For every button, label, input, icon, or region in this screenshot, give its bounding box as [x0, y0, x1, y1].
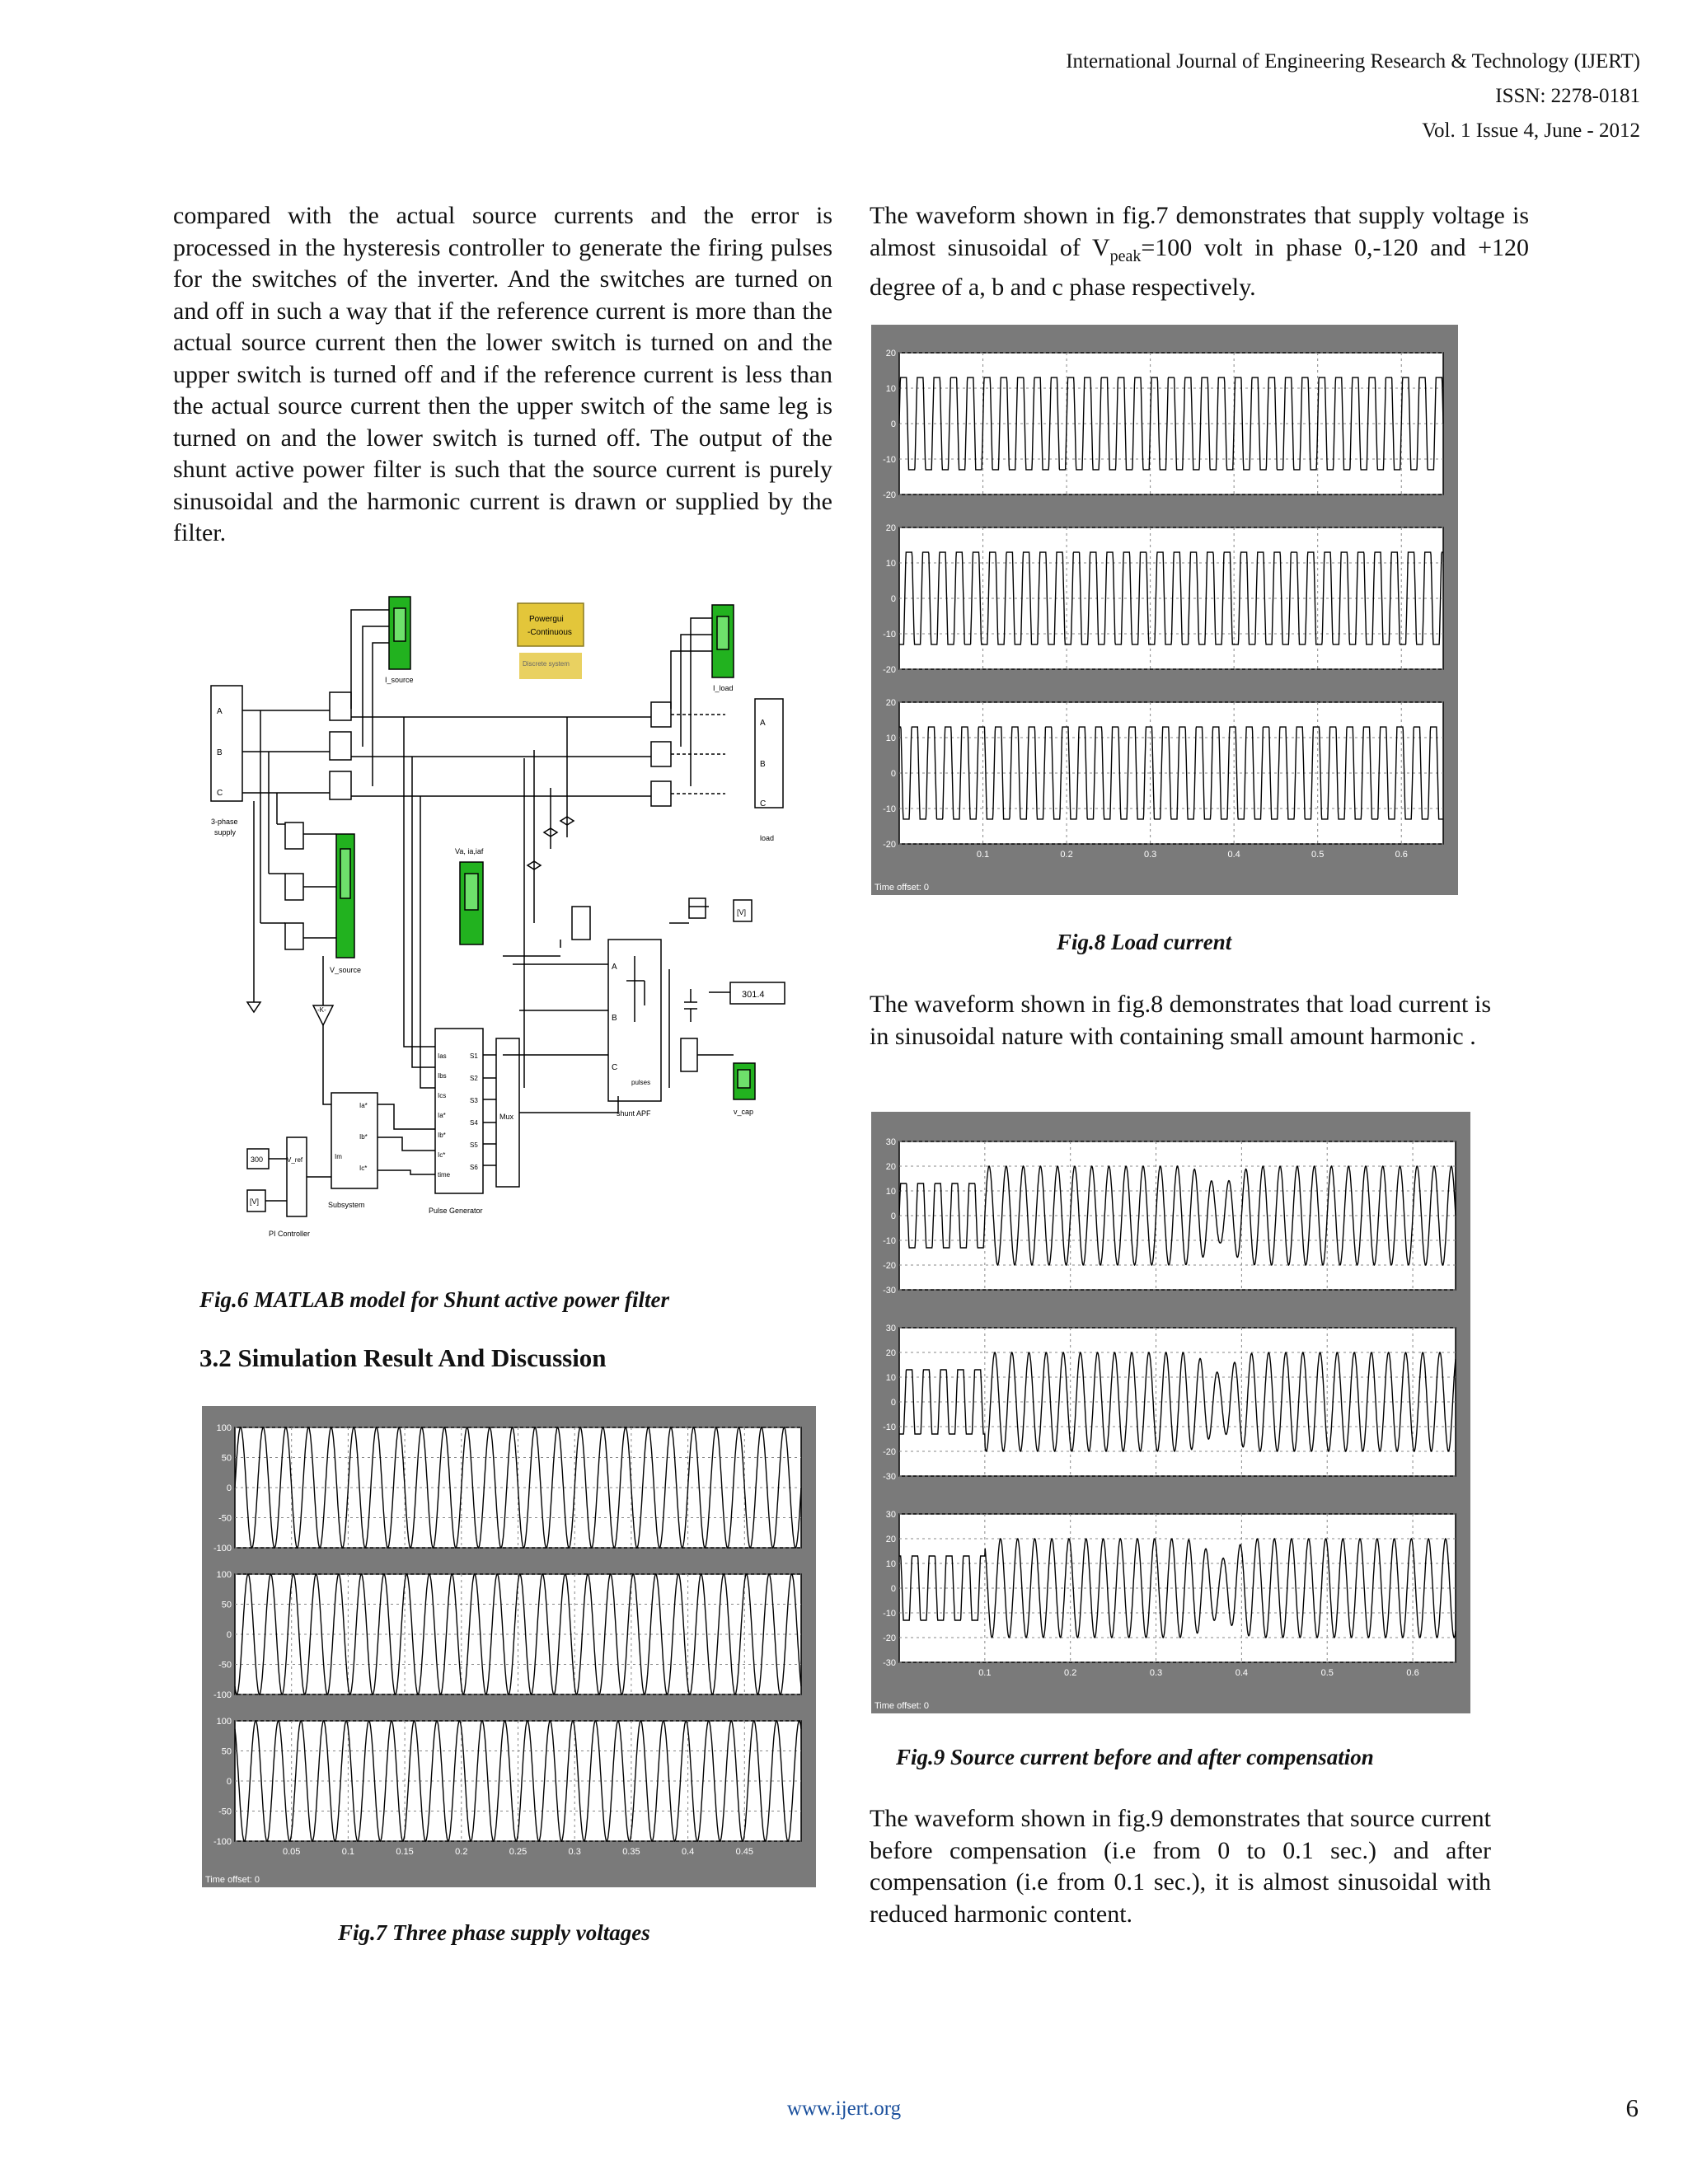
pulse-out-label: S4	[470, 1119, 478, 1127]
y-tick-label: 20	[885, 1348, 896, 1358]
pulse-in-label: time	[438, 1171, 451, 1179]
y-tick-label: 0	[226, 1777, 232, 1787]
apf-port-a: A	[612, 963, 617, 972]
volume-issue: Vol. 1 Issue 4, June - 2012	[1422, 120, 1640, 142]
fig6-caption: Fig.6 MATLAB model for Shunt active power filter	[199, 1287, 670, 1312]
display-value: 301.4	[742, 990, 765, 1000]
footer-url[interactable]: www.ijert.org	[786, 2097, 902, 2120]
y-tick-label: 20	[885, 1535, 896, 1544]
x-tick-label: 0.6	[1406, 1668, 1419, 1678]
x-tick-label: 0.15	[396, 1847, 414, 1857]
time-offset-label: Time offset: 0	[205, 1875, 260, 1885]
x-tick-label: 0.4	[1235, 1668, 1249, 1678]
pulses-label: pulses	[631, 1079, 651, 1086]
y-tick-label: -50	[218, 1513, 232, 1524]
y-tick-label: 10	[885, 384, 896, 394]
i-source-label: I_source	[385, 676, 414, 684]
simulink-model-figure	[190, 593, 791, 1253]
supply-block	[211, 686, 242, 801]
issn: ISSN: 2278-0181	[1495, 85, 1640, 107]
supply-port-b: B	[217, 748, 223, 757]
y-tick-label: 20	[885, 523, 896, 533]
body-paragraph-fig8: The waveform shown in fig.8 demonstrates that load current is in sinusoidal nature with containing small amount harmonic .	[870, 991, 1491, 1050]
y-tick-label: -20	[883, 1447, 896, 1457]
y-tick-label: -10	[883, 630, 896, 640]
y-tick-label: 0	[890, 594, 896, 604]
supply-label: 3-phase	[211, 818, 238, 826]
y-tick-label: -20	[883, 490, 896, 500]
y-tick-label: 0	[890, 1584, 896, 1594]
x-tick-label: 0.5	[1311, 850, 1325, 860]
v-ref-label: V_ref	[287, 1156, 303, 1164]
time-offset-label: Time offset: 0	[874, 883, 930, 893]
fig9-caption: Fig.9 Source current before and after compensation	[896, 1745, 1374, 1769]
y-tick-label: 20	[885, 349, 896, 359]
body-paragraph-fig9: The waveform shown in fig.9 demonstrates that source current before compensation (i.e from 0 to 0.1 sec.) and after compensation (i.e from 0.1 sec.), it is almost sinusoidal with reduced harmonic content.	[870, 1805, 1491, 1928]
powergui-block	[518, 603, 584, 646]
y-tick-label: 30	[885, 1137, 896, 1147]
powergui-mode: -Continuous	[528, 628, 572, 637]
subsystem-out-label: Ic*	[359, 1165, 368, 1172]
body-paragraph-fig7	[870, 200, 1529, 304]
y-tick-label: -20	[883, 840, 896, 850]
y-tick-label: -10	[883, 804, 896, 814]
x-tick-label: 0.3	[1143, 850, 1157, 860]
supply-label-2: supply	[214, 828, 237, 837]
capacitor-measure	[572, 907, 590, 940]
x-tick-label: 0.2	[1060, 850, 1073, 860]
pi-label: PI Controller	[269, 1230, 311, 1238]
v-cap-label: v_cap	[734, 1108, 754, 1116]
v-from-label: [V]	[250, 1197, 260, 1206]
x-tick-label: 0.1	[341, 1847, 355, 1857]
x-tick-label: 0.35	[622, 1847, 640, 1857]
mux-label: Mux	[499, 1113, 514, 1121]
load-port-a: A	[760, 719, 766, 728]
y-tick-label: 20	[885, 698, 896, 708]
y-tick-label: -100	[213, 1544, 232, 1554]
subsystem-out-label: Ib*	[359, 1133, 368, 1141]
y-tick-label: 10	[885, 1187, 896, 1197]
const-300: 300	[251, 1155, 264, 1164]
x-tick-label: 0.2	[455, 1847, 468, 1857]
fig8-chart	[871, 325, 1458, 895]
section-heading: 3.2 Simulation Result And Discussion	[199, 1343, 607, 1372]
x-tick-label: 0.05	[282, 1847, 301, 1857]
y-tick-label: 0	[890, 419, 896, 429]
powergui-label: Powergui	[529, 615, 564, 624]
v-tag-label: [V]	[737, 908, 747, 916]
x-tick-label: 0.1	[978, 1668, 992, 1678]
pulse-in-label: Ibs	[438, 1072, 447, 1080]
y-tick-label: 100	[216, 1570, 232, 1580]
y-tick-label: 20	[885, 1162, 896, 1172]
fig7-chart	[202, 1406, 816, 1887]
fig7-caption: Fig.7 Three phase supply voltages	[338, 1920, 650, 1945]
x-tick-label: 0.45	[735, 1847, 754, 1857]
v-source-label: V_source	[330, 966, 362, 974]
pulse-out-label: S5	[470, 1141, 478, 1149]
fig9-scope	[871, 1112, 1470, 1713]
y-tick-label: 0	[226, 1630, 232, 1640]
para-fig7-part2: =100 volt in phase 0,-120 and +120 degree of a, b and c phase respectively.	[870, 233, 1529, 301]
y-tick-label: -50	[218, 1660, 232, 1671]
subsystem-out-label: Ia*	[359, 1102, 368, 1109]
x-tick-label: 0.1	[976, 850, 990, 860]
x-tick-label: 0.5	[1320, 1668, 1334, 1678]
y-tick-label: 100	[216, 1423, 232, 1433]
pulse-out-label: S3	[470, 1097, 478, 1104]
y-tick-label: 50	[221, 1600, 232, 1610]
y-tick-label: -10	[883, 1609, 896, 1619]
journal-title: International Journal of Engineering Research & Technology (IJERT)	[1066, 50, 1640, 73]
load-port-c: C	[760, 799, 767, 808]
y-tick-label: -20	[883, 1633, 896, 1643]
x-tick-label: 0.6	[1395, 850, 1408, 860]
x-tick-label: 0.4	[1227, 850, 1240, 860]
y-tick-label: -20	[883, 1261, 896, 1271]
x-tick-label: 0.2	[1064, 1668, 1077, 1678]
apf-port-b: B	[612, 1014, 617, 1023]
y-tick-label: 50	[221, 1453, 232, 1464]
load-label: load	[760, 834, 775, 842]
y-tick-label: -10	[883, 1236, 896, 1246]
v-peak-subscript: peak	[1109, 246, 1142, 265]
body-paragraph-left: compared with the actual source currents and the error is processed in the hysteresis controller to generate the firing pulses for the switches of the inverter. And the switches are turned on and off in such a way that if the reference current is more than the actual source current then the lower switch is turned on and the upper switch is turned off and if the reference current is less than the actual source current then the upper switch of the same leg is turned on and the lower switch is turned off. The output of the shunt active power filter is such that the source current is purely sinusoidal and the harmonic current is drawn or supplied by the filter.	[173, 202, 832, 546]
pulse-out-label: S2	[470, 1075, 478, 1082]
y-tick-label: 0	[890, 1212, 896, 1221]
y-tick-label: 50	[221, 1746, 232, 1757]
y-tick-label: 30	[885, 1510, 896, 1520]
x-tick-label: 0.3	[568, 1847, 581, 1857]
y-tick-label: 30	[885, 1324, 896, 1333]
subsystem-label: Subsystem	[328, 1201, 365, 1209]
fig7-scope	[202, 1406, 816, 1887]
y-tick-label: -30	[883, 1472, 896, 1482]
pulse-in-label: Ias	[438, 1052, 447, 1060]
fig8-caption: Fig.8 Load current	[1057, 930, 1232, 954]
subsystem-in-label: Im	[335, 1153, 342, 1160]
subsystem-block	[331, 1093, 377, 1188]
journal-header	[1066, 49, 1640, 143]
pulse-gen-label: Pulse Generator	[429, 1207, 483, 1215]
va-scope-label: Va, ia,iaf	[455, 847, 484, 855]
y-tick-label: 10	[885, 733, 896, 743]
y-tick-label: 100	[216, 1717, 232, 1727]
y-tick-label: -10	[883, 455, 896, 465]
pulse-out-label: S1	[470, 1052, 478, 1060]
y-tick-label: -30	[883, 1658, 896, 1668]
apf-port-c: C	[612, 1063, 618, 1072]
y-tick-label: -30	[883, 1286, 896, 1296]
time-offset-label: Time offset: 0	[874, 1701, 930, 1711]
y-tick-label: 10	[885, 1559, 896, 1569]
pulse-in-label: Ib*	[438, 1132, 446, 1139]
y-tick-label: 0	[226, 1483, 232, 1493]
y-tick-label: 10	[885, 559, 896, 569]
para-fig7-part1: The waveform shown in fig.7 demonstrates that supply voltage is almost sinusoidal of V	[870, 202, 1529, 261]
load-block	[755, 699, 783, 808]
y-tick-label: -20	[883, 665, 896, 675]
pulse-in-label: Ia*	[438, 1112, 446, 1119]
y-tick-label: -100	[213, 1837, 232, 1847]
load-port-b: B	[760, 760, 766, 769]
supply-port-a: A	[217, 707, 223, 716]
y-tick-label: -100	[213, 1690, 232, 1700]
y-tick-label: -10	[883, 1422, 896, 1432]
x-tick-label: 0.4	[681, 1847, 695, 1857]
pulse-in-label: Ic*	[438, 1151, 446, 1159]
pulse-in-label: Ics	[438, 1092, 447, 1099]
fig8-scope	[871, 325, 1458, 895]
powergui-note: Discrete system	[523, 660, 570, 668]
y-tick-label: 0	[890, 769, 896, 779]
x-tick-label: 0.3	[1149, 1668, 1163, 1678]
gain-label: -K-	[317, 1006, 326, 1014]
x-tick-label: 0.25	[509, 1847, 528, 1857]
pulse-out-label: S6	[470, 1164, 478, 1171]
y-tick-label: 10	[885, 1373, 896, 1383]
i-load-label: I_load	[713, 684, 734, 692]
shunt-apf-label: shunt APF	[617, 1109, 651, 1118]
page-number: 6	[1625, 2093, 1639, 2122]
supply-port-c: C	[217, 789, 223, 798]
pi-controller-block	[287, 1137, 307, 1216]
y-tick-label: -50	[218, 1807, 232, 1817]
y-tick-label: 0	[890, 1398, 896, 1408]
fig9-chart	[871, 1112, 1470, 1713]
